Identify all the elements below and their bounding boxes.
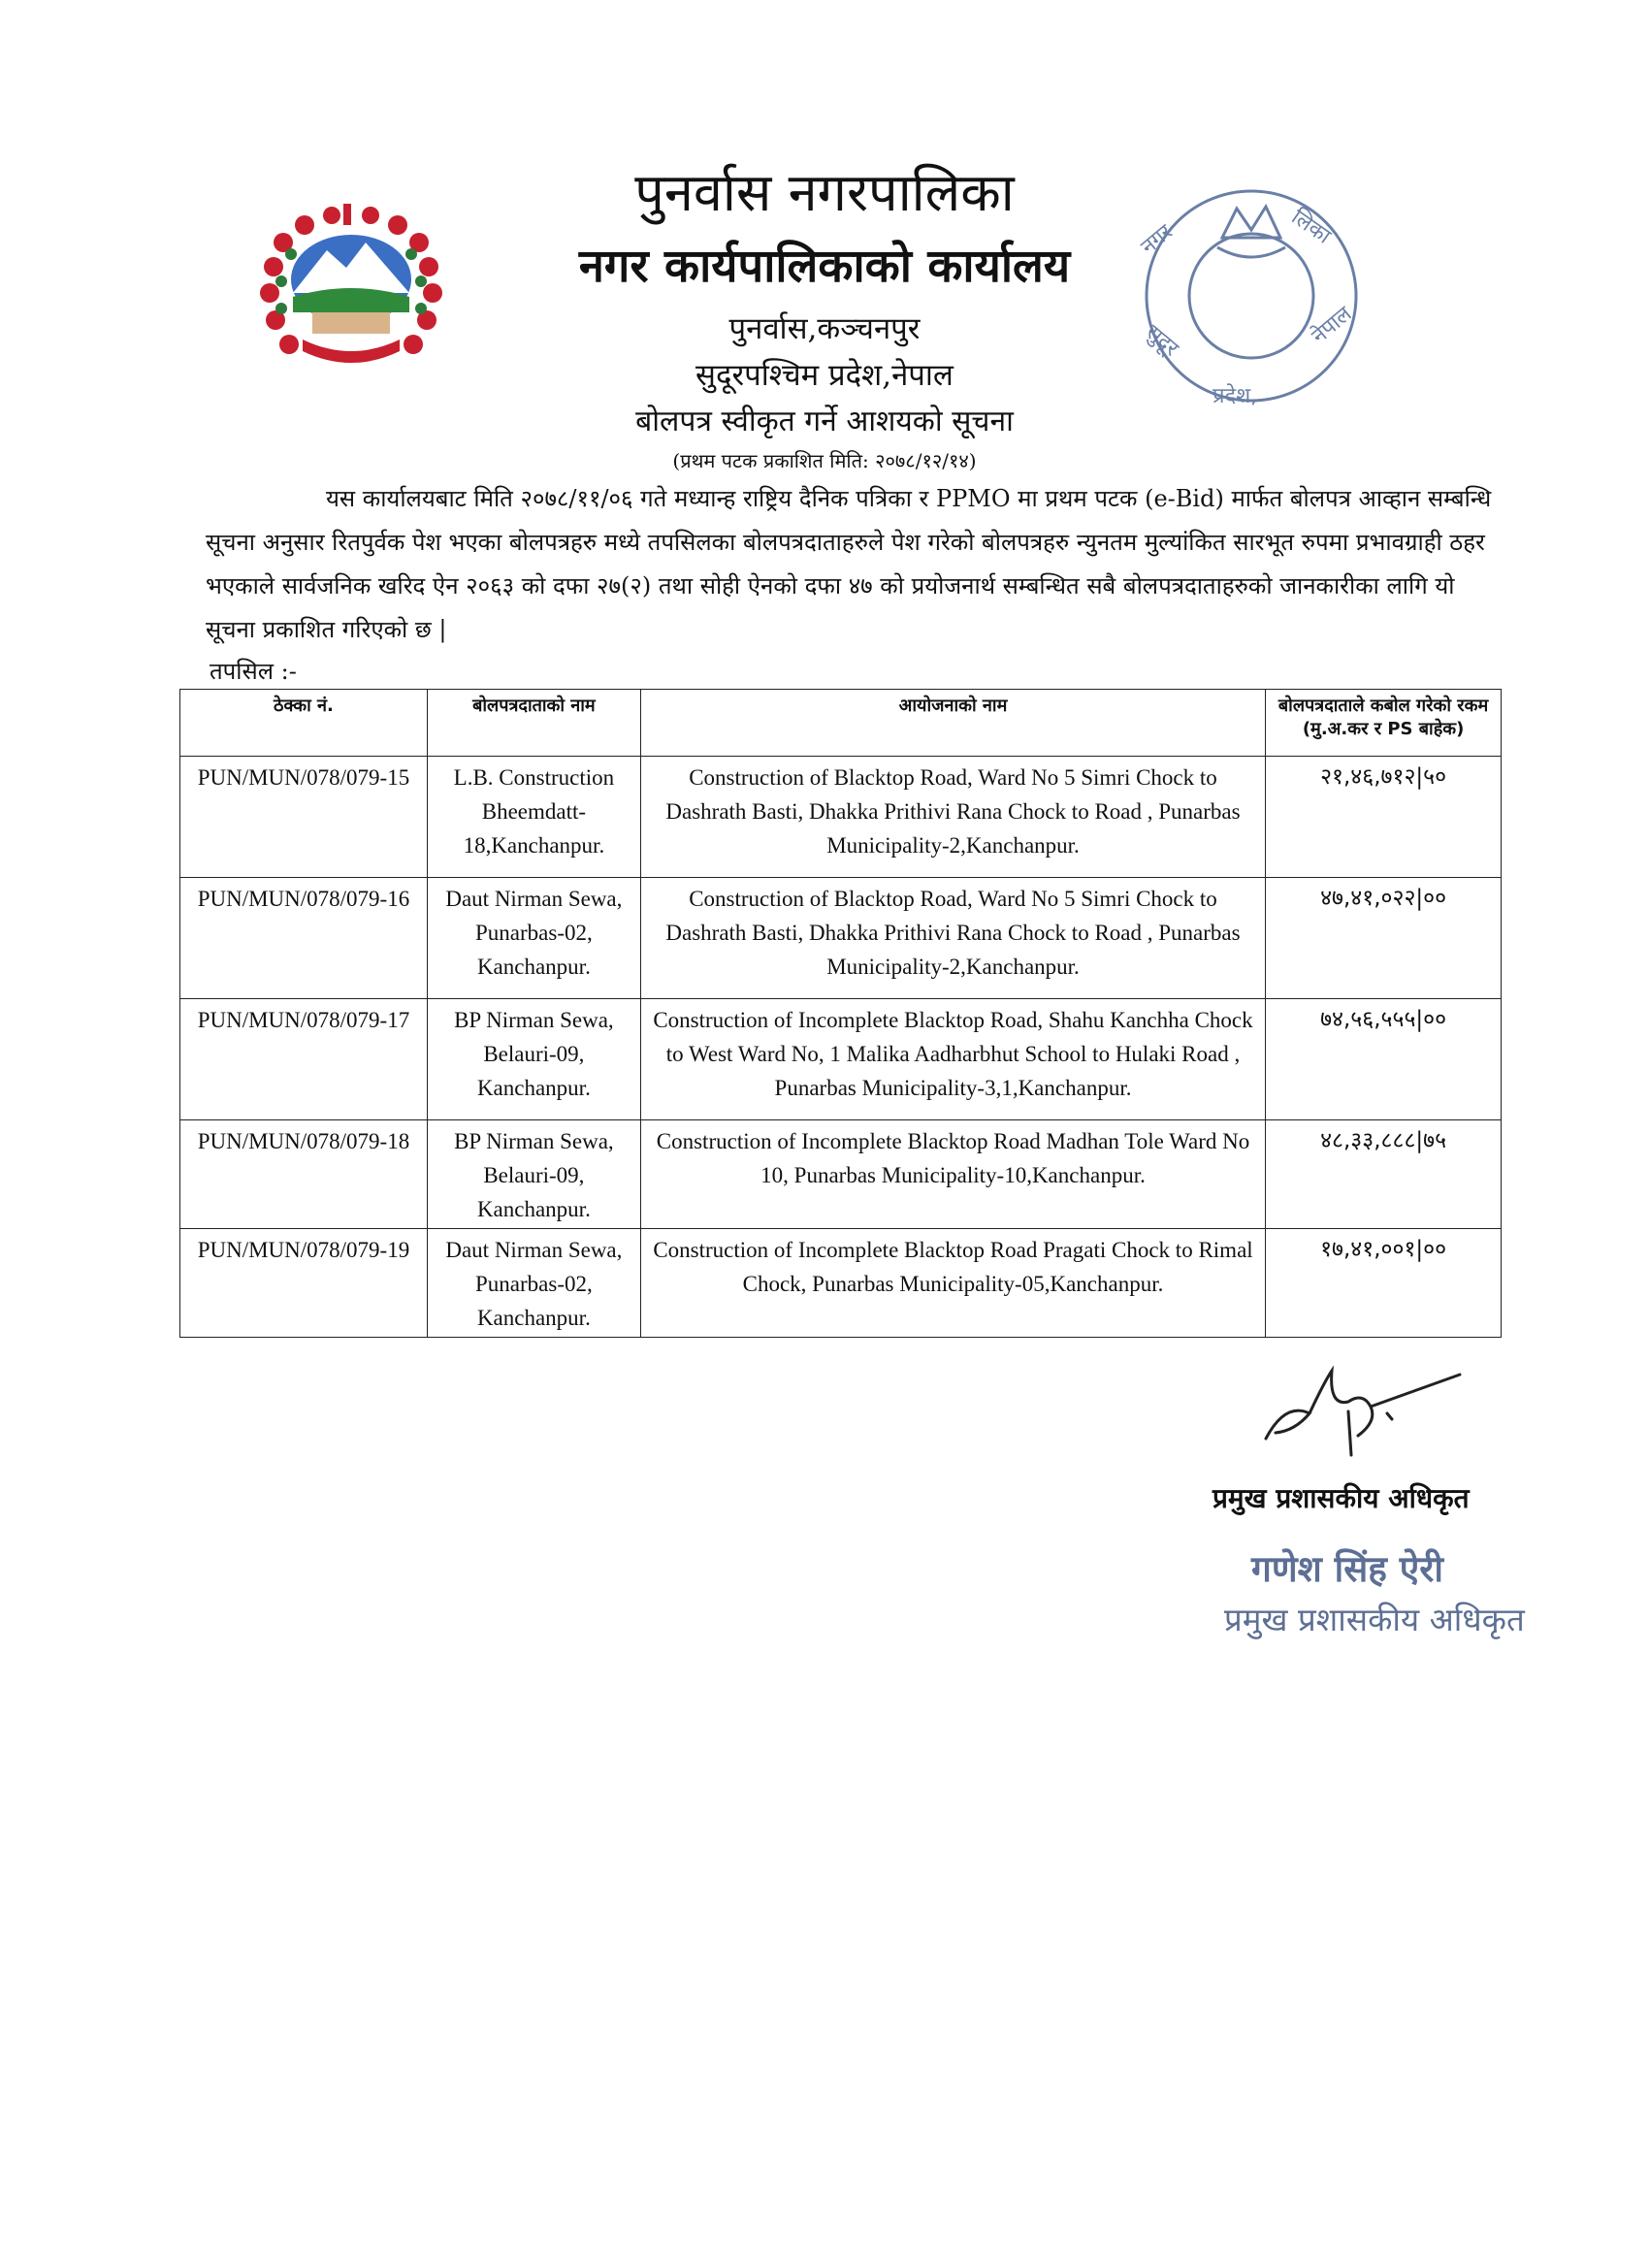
header-bid-amount: बोलपत्रदाताले कबोल गरेको रकम (मु.अ.कर र PS बाहेक) — [1266, 690, 1502, 757]
svg-text:नेपाल: नेपाल — [1307, 302, 1357, 349]
municipality-title: पुनर्वास नगरपालिका — [634, 162, 1015, 223]
officer-name-stamp: गणेश सिंह ऐरी — [1251, 1547, 1443, 1590]
bid-table — [179, 689, 1502, 1338]
project-name: Construction of Incomplete Blacktop Road Pragati Chock to Rimal Chock, Punarbas Municipality-05,Kanchanpur. — [640, 1229, 1265, 1338]
contract-no: PUN/MUN/078/079-15 — [180, 757, 428, 878]
table-row — [180, 1120, 1502, 1229]
bid-amount: ७४,५६,५५५|०० — [1266, 999, 1502, 1120]
bid-amount: १७,४१,००१|०० — [1266, 1229, 1502, 1338]
project-name: Construction of Incomplete Blacktop Road Madhan Tole Ward No 10, Punarbas Municipality-10,Kanchanpur. — [640, 1120, 1265, 1229]
bidder-name: Daut Nirman Sewa, Punarbas-02, Kanchanpur. — [427, 878, 640, 999]
bidder-name: Daut Nirman Sewa, Punarbas-02, Kanchanpur. — [427, 1229, 640, 1338]
header-bidder-name: बोलपत्रदाताको नाम — [427, 690, 640, 757]
office-title: नगर कार्यपालिकाको कार्यालय — [578, 240, 1071, 293]
notice-paragraph: यस कार्यालयबाट मिति २०७८/११/०६ गते मध्यान्ह राष्ट्रिय दैनिक पत्रिका र PPMO मा प्रथम पटक (e-Bid) मार्फत बोलपत्र आव्हान सम्बन्धि सूचना अनुसार रितपुर्वक पेश भएका बोलपत्रहरु मध्ये तपसिलका बोलपत्रदाताहरुले पेश गरेको बोलपत्रहरु न्युनतम मुल्यांकित सारभूत रुपमा प्रभावग्राही ठहर भएकाले सार्वजनिक खरिद ऐन २०६३ को दफा २७(२) तथा सोही ऐनको दफा ४७ को प्रयोजनार्थ सम्बन्धित सबै बोलपत्रदाताहरुको जानकारीका लागि यो सूचना प्रकाशित गरिएको छ | — [206, 485, 1492, 643]
svg-text:नगर: नगर — [1136, 219, 1178, 260]
contract-no: PUN/MUN/078/079-17 — [180, 999, 428, 1120]
notice-title: बोलपत्र स्वीकृत गर्ने आशयको सूचना — [635, 405, 1014, 438]
bid-amount: ४८,३३,८८८|७५ — [1266, 1120, 1502, 1229]
bidder-name: BP Nirman Sewa, Belauri-09, Kanchanpur. — [427, 1120, 640, 1229]
bid-amount: २१,४६,७१२|५० — [1266, 757, 1502, 878]
table-row — [180, 999, 1502, 1120]
officer-title: प्रमुख प्रशासकीय अधिकृत — [1212, 1482, 1470, 1514]
contract-no: PUN/MUN/078/079-16 — [180, 878, 428, 999]
officer-title-stamp: प्रमुख प्रशासकीय अधिकृत — [1224, 1601, 1525, 1638]
table-row — [180, 1229, 1502, 1338]
project-name: Construction of Blacktop Road, Ward No 5 Simri Chock to Dashrath Basti, Dhakka Prithivi Rana Chock to Road , Punarbas Municipality-2,Kanchanpur. — [640, 757, 1265, 878]
table-row — [180, 878, 1502, 999]
handwritten-signature — [1256, 1363, 1470, 1460]
svg-text:लिका: लिका — [1286, 205, 1336, 249]
table-row — [180, 757, 1502, 878]
table-header-row — [180, 690, 1502, 757]
publish-date: (प्रथम पटक प्रकाशित मिति: २०७८/१२/१४) — [672, 449, 977, 472]
bidder-name: L.B. Construction Bheemdatt-18,Kanchanpur. — [427, 757, 640, 878]
header-project-name: आयोजनाको नाम — [640, 690, 1265, 757]
project-name: Construction of Blacktop Road, Ward No 5 Simri Chock to Dashrath Basti, Dhakka Prithivi Rana Chock to Road , Punarbas Municipality-2,Kanchanpur. — [640, 878, 1265, 999]
tapasil-label: तपसिल :- — [210, 658, 297, 685]
address-line: पुनर्वास,कञ्चनपुर — [728, 311, 921, 346]
svg-text:सुदूर: सुदूर — [1141, 320, 1183, 362]
province-line: सुदूरपश्चिम प्रदेश,नेपाल — [695, 358, 954, 393]
project-name: Construction of Incomplete Blacktop Road, Shahu Kanchha Chock to West Ward No, 1 Malika Aadharbhut School to Hulaki Road , Punarbas Municipality-3,1,Kanchanpur. — [640, 999, 1265, 1120]
svg-text:प्रदेश,: प्रदेश, — [1212, 384, 1258, 408]
contract-no: PUN/MUN/078/079-19 — [180, 1229, 428, 1338]
contract-no: PUN/MUN/078/079-18 — [180, 1120, 428, 1229]
bidder-name: BP Nirman Sewa, Belauri-09, Kanchanpur. — [427, 999, 640, 1120]
bid-amount: ४७,४१,०२२|०० — [1266, 878, 1502, 999]
header-contract-no: ठेक्का नं. — [180, 690, 428, 757]
